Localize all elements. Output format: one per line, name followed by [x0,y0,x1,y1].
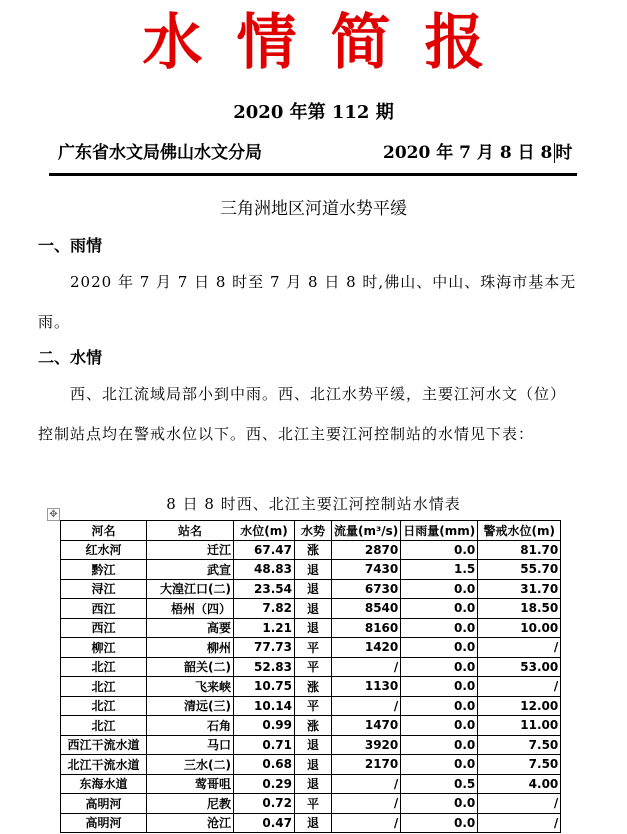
cell-water-level: 67.47 [234,540,295,560]
cell-water-level: 77.73 [234,638,295,658]
cell-warning-level: 18.50 [478,599,561,619]
table-row [61,696,561,716]
organization-name: 广东省水文局佛山水文分局 [58,143,262,163]
table-row [61,618,561,638]
cell-flow: 1130 [332,677,401,697]
cell-station: 柳州 [147,638,234,658]
cell-flow: 1470 [332,716,401,736]
cell-station: 梧州（四） [147,599,234,619]
column-header: 水位(m) [234,521,295,541]
cell-water-level: 0.71 [234,735,295,755]
cell-warning-level: 53.00 [478,657,561,677]
cell-river: 浔江 [61,579,147,599]
table-header-row [61,521,561,541]
cell-flow: 1420 [332,638,401,658]
header-rule [49,173,577,176]
cell-river: 北江 [61,677,147,697]
cell-trend: 退 [295,579,332,599]
cell-river: 高明河 [61,794,147,814]
cell-trend: 涨 [295,677,332,697]
cell-trend: 退 [295,560,332,580]
cell-trend: 涨 [295,540,332,560]
table-move-handle-icon[interactable]: ✥ [47,508,60,521]
cell-river: 北江 [61,696,147,716]
cell-water-level: 7.82 [234,599,295,619]
cell-river: 红水河 [61,540,147,560]
report-title: 水情简报 [142,8,519,78]
cell-trend: 退 [295,735,332,755]
cell-river: 高明河 [61,813,147,833]
cell-warning-level: 55.70 [478,560,561,580]
cell-flow: 7430 [332,560,401,580]
cell-warning-level: 4.00 [478,774,561,794]
cell-flow: 3920 [332,735,401,755]
cell-trend: 平 [295,638,332,658]
table-row [61,540,561,560]
water-paragraph: 西、北江流域局部小到中雨。西、北江水势平缓，主要江河水文（位）控制站点均在警戒水位以下。西、北江主要江河控制站的水情见下表： [38,385,567,443]
cell-station: 大湟江口(二) [147,579,234,599]
cell-rainfall: 0.0 [401,813,478,833]
table-row [61,774,561,794]
cell-warning-level: 7.50 [478,755,561,775]
cell-station: 石角 [147,716,234,736]
table-row [61,599,561,619]
column-header: 水势 [295,521,332,541]
section-heading-rain: 一、雨情 [38,236,103,255]
column-header: 流量(m³/s) [332,521,401,541]
table-title: 8 日 8 时西、北江主要江河控制站水情表 [166,495,461,513]
cell-trend: 退 [295,618,332,638]
cell-rainfall: 0.5 [401,774,478,794]
cell-water-level: 52.83 [234,657,295,677]
cell-water-level: 0.29 [234,774,295,794]
cell-rainfall: 0.0 [401,618,478,638]
cell-river: 东海水道 [61,774,147,794]
table-row [61,813,561,833]
cell-water-level: 0.68 [234,755,295,775]
column-header: 河名 [61,521,147,541]
table-row [61,677,561,697]
cell-river: 北江 [61,657,147,677]
cell-trend: 平 [295,794,332,814]
cell-warning-level: 7.50 [478,735,561,755]
cell-water-level: 0.99 [234,716,295,736]
headline: 三角洲地区河道水势平缓 [220,199,407,219]
cell-rainfall: 1.5 [401,560,478,580]
cell-warning-level: 81.70 [478,540,561,560]
cell-warning-level: 10.00 [478,618,561,638]
cell-flow: / [332,774,401,794]
cell-warning-level: 11.00 [478,716,561,736]
cell-water-level: 48.83 [234,560,295,580]
cell-station: 高要 [147,618,234,638]
cell-water-level: 0.72 [234,794,295,814]
water-level-table [60,520,561,833]
cell-flow: / [332,813,401,833]
table-row [61,735,561,755]
cell-water-level: 10.14 [234,696,295,716]
cell-warning-level: 31.70 [478,579,561,599]
cell-station: 迁江 [147,540,234,560]
cell-trend: 平 [295,696,332,716]
cell-station: 武宣 [147,560,234,580]
cell-river: 北江 [61,716,147,736]
table-row [61,755,561,775]
cell-river: 西江 [61,599,147,619]
cell-station: 三水(二) [147,755,234,775]
table-row [61,560,561,580]
cell-river: 柳江 [61,638,147,658]
cell-water-level: 1.21 [234,618,295,638]
cell-warning-level: / [478,638,561,658]
table-row [61,579,561,599]
cell-river: 黔江 [61,560,147,580]
cell-flow: 6730 [332,579,401,599]
table-row [61,657,561,677]
cell-station: 清远(三) [147,696,234,716]
cell-rainfall: 0.0 [401,599,478,619]
cell-warning-level: / [478,813,561,833]
cell-flow: / [332,696,401,716]
cell-rainfall: 0.0 [401,579,478,599]
report-datetime-value: 2020 年 7 月 8 日 8 [383,143,553,163]
cell-rainfall: 0.0 [401,755,478,775]
table-row [61,716,561,736]
cell-trend: 退 [295,599,332,619]
table-row [61,638,561,658]
cell-station: 沧江 [147,813,234,833]
cell-water-level: 10.75 [234,677,295,697]
cell-flow: 8160 [332,618,401,638]
cell-station: 马口 [147,735,234,755]
cell-rainfall: 0.0 [401,657,478,677]
table-body [61,540,561,833]
cell-trend: 退 [295,813,332,833]
cell-river: 北江干流水道 [61,755,147,775]
cell-flow: 8540 [332,599,401,619]
issue-number: 2020 年第 112 期 [233,102,394,123]
cell-rainfall: 0.0 [401,540,478,560]
cell-trend: 退 [295,755,332,775]
cell-rainfall: 0.0 [401,735,478,755]
cell-river: 西江干流水道 [61,735,147,755]
report-datetime [383,138,572,163]
section-heading-water: 二、水情 [38,348,103,367]
column-header: 警戒水位(m) [478,521,561,541]
cell-trend: 涨 [295,716,332,736]
cell-warning-level: / [478,794,561,814]
cell-flow: 2170 [332,755,401,775]
cell-rainfall: 0.0 [401,696,478,716]
cell-warning-level: / [478,677,561,697]
column-header: 日雨量(mm) [401,521,478,541]
cell-flow: / [332,657,401,677]
cell-trend: 退 [295,774,332,794]
cell-station: 尼教 [147,794,234,814]
table-row [61,794,561,814]
cell-rainfall: 0.0 [401,716,478,736]
rain-paragraph: 2020 年 7 月 7 日 8 时至 7 月 8 日 8 时,佛山、中山、珠海市基本无雨。 [38,273,577,331]
cell-station: 莺哥咀 [147,774,234,794]
cell-rainfall: 0.0 [401,794,478,814]
cell-water-level: 23.54 [234,579,295,599]
cell-rainfall: 0.0 [401,677,478,697]
cell-river: 西江 [61,618,147,638]
cell-station: 韶关(二) [147,657,234,677]
cell-station: 飞来峡 [147,677,234,697]
cell-warning-level: 12.00 [478,696,561,716]
cell-flow: / [332,794,401,814]
cell-flow: 2870 [332,540,401,560]
column-header: 站名 [147,521,234,541]
cell-water-level: 0.47 [234,813,295,833]
cell-trend: 平 [295,657,332,677]
cell-rainfall: 0.0 [401,638,478,658]
report-datetime-suffix: 时 [555,143,573,163]
